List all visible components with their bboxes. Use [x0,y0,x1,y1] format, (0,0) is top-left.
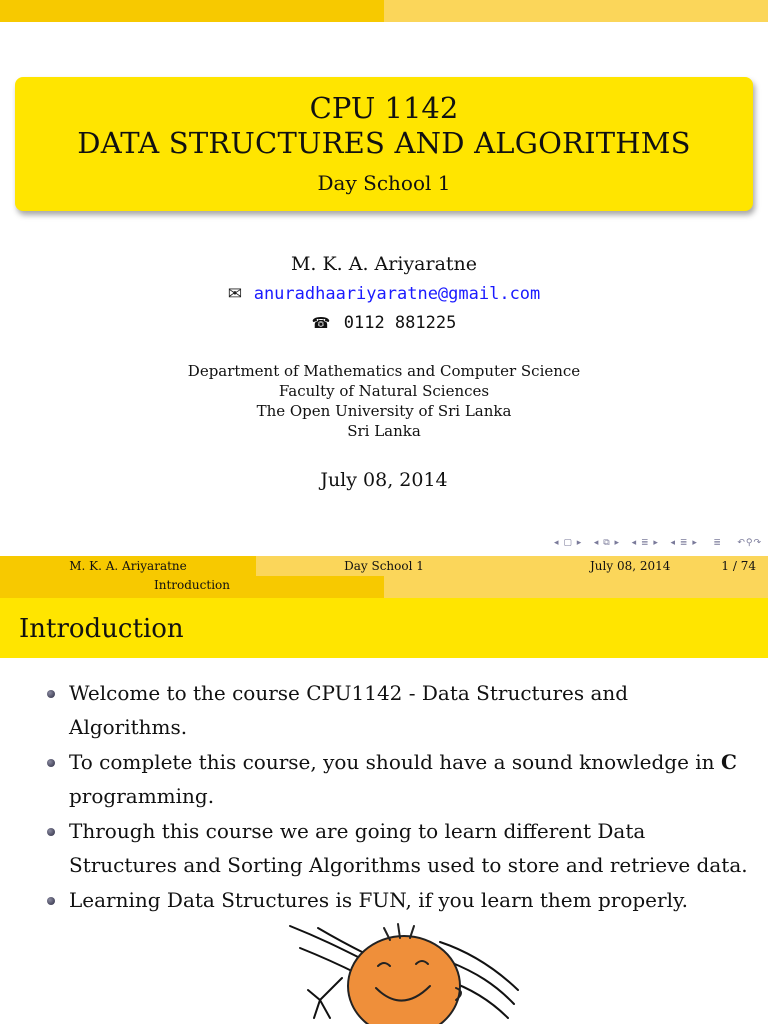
subtitle: Day School 1 [317,171,451,195]
subsection-name [384,576,768,598]
bullet-text-after: programming. [69,784,215,808]
frame-title: Introduction [19,614,184,644]
footer-title: Day School 1 [256,556,512,576]
section-name[interactable]: Introduction [0,576,384,598]
bullet-bold: C [720,750,737,774]
top-header-bar-right [384,0,768,22]
affiliation [0,361,768,441]
bullet-text: Through this course we are going to learn different Data Structures and Sorting Algorithms used to store and retrieve data. [69,819,748,877]
affiliation-line: Faculty of Natural Sciences [278,382,490,400]
bullet-text: To complete this course, you should have a sound knowledge in [69,750,721,774]
telephone-icon: ☎ [311,314,331,332]
section-nav-icon[interactable]: ◂ ≣ ▸ [631,538,659,548]
footer-author: M. K. A. Ariyaratne [0,556,256,576]
bullet-icon [47,897,55,905]
email-link[interactable]: anuradhaariyaratne@gmail.com [253,284,541,304]
title-block [15,77,753,211]
affiliation-line: Sri Lanka [347,422,421,440]
appendix-icon[interactable]: ≣ [713,538,722,548]
beamer-navigation-icons[interactable] [554,538,762,548]
bullet-icon [47,690,55,698]
bullet-icon [47,759,55,767]
course-code: CPU 1142 [309,91,459,125]
affiliation-line: The Open University of Sri Lanka [256,402,512,420]
footline [0,556,768,576]
list-item [0,883,768,917]
phone-row [0,313,768,333]
course-name: DATA STRUCTURES AND ALGORITHMS [77,126,691,160]
envelope-icon: ✉ [227,284,242,304]
document-nav-icon[interactable]: ◂ ≣ ▸ [670,538,698,548]
presentation-date: July 08, 2014 [320,469,448,491]
author-name: M. K. A. Ariyaratne [290,253,478,275]
section-header-bar [0,576,768,598]
bullet-list [0,676,768,918]
bullet-text: Learning Data Structures is FUN, if you learn them properly. [69,888,688,912]
top-header-bar-left [0,0,384,22]
bullet-icon [47,828,55,836]
list-item [0,745,768,813]
list-item [0,676,768,744]
smiling-child-drawing [280,918,530,1024]
frame-title-bar [0,598,768,658]
bullet-text: Welcome to the course CPU1142 - Data Structures and Algorithms. [69,681,629,739]
email-row [0,283,768,304]
top-header-bar [0,0,768,22]
footer-date-page [512,556,768,576]
frame-nav-icon[interactable]: ◂ ▢ ▸ [554,538,583,548]
page-number: 1 / 74 [721,559,756,573]
list-item [0,814,768,882]
affiliation-line: Department of Mathematics and Computer Science [187,362,581,380]
subsection-nav-icon[interactable]: ◂ ⧉ ▸ [593,538,621,548]
search-loop-icon[interactable]: ↶⚲↷ [737,538,762,548]
phone-number: 0112 881225 [343,313,457,333]
footer-date: July 08, 2014 [590,559,671,573]
